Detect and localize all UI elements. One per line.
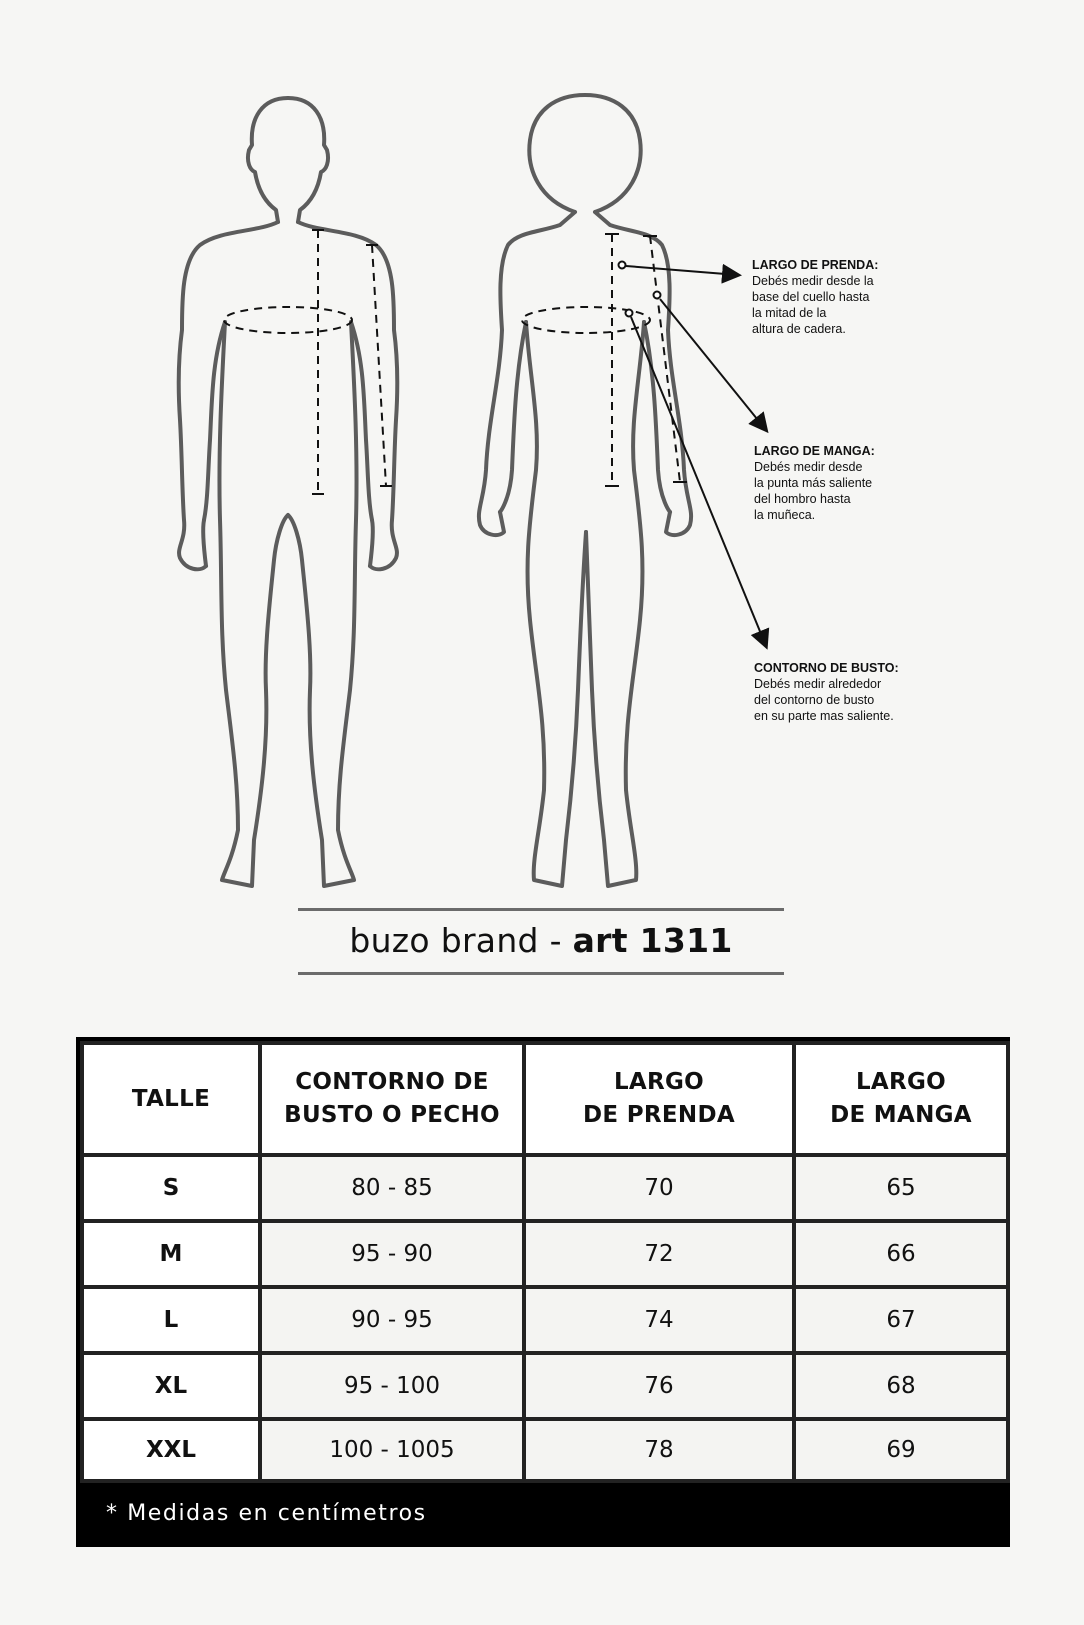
size-cell: S	[82, 1155, 260, 1221]
table-row	[82, 1353, 1008, 1419]
size-table	[76, 1037, 1010, 1547]
annotation-line: del contorno de busto	[754, 693, 875, 707]
largo-prenda-cell: 72	[524, 1221, 794, 1287]
annotation-contorno-busto	[754, 660, 899, 724]
header-label: LARGO	[855, 1069, 947, 1095]
largo-manga-cell: 68	[794, 1353, 1008, 1419]
header-row	[82, 1043, 1008, 1155]
header-label: LARGO	[613, 1069, 705, 1095]
brand-name: buzo brand -	[349, 921, 562, 960]
header-talle	[82, 1043, 260, 1155]
divider-bottom	[298, 972, 784, 975]
annotation-line: Debés medir desde	[754, 460, 863, 474]
annotation-line: la muñeca.	[754, 508, 816, 522]
annotation-line: altura de cadera.	[752, 322, 846, 336]
annotation-largo-manga	[754, 443, 875, 523]
largo-prenda-cell: 70	[524, 1155, 794, 1221]
header-label: CONTORNO DE	[295, 1069, 489, 1095]
largo-manga-cell: 66	[794, 1221, 1008, 1287]
header-label: TALLE	[131, 1085, 211, 1112]
article-number: art 1311	[572, 921, 733, 960]
header-label: BUSTO O PECHO	[284, 1102, 500, 1128]
largo-prenda-cell: 76	[524, 1353, 794, 1419]
header-largo-manga	[794, 1043, 1008, 1155]
size-cell: XL	[82, 1353, 260, 1419]
annotation-title: LARGO DE MANGA:	[754, 444, 875, 458]
table-row	[82, 1155, 1008, 1221]
contorno-cell: 100 - 1005	[260, 1419, 524, 1481]
annotation-line: base del cuello hasta	[752, 290, 870, 304]
male-figure	[179, 98, 398, 886]
contorno-cell: 90 - 95	[260, 1287, 524, 1353]
size-chart-table	[80, 1041, 1010, 1483]
annotation-line: la mitad de la	[752, 306, 827, 320]
annotation-title: CONTORNO DE BUSTO:	[754, 661, 899, 675]
annotation-title: LARGO DE PRENDA:	[752, 258, 879, 272]
largo-prenda-cell: 74	[524, 1287, 794, 1353]
annotation-line: en su parte mas saliente.	[754, 709, 894, 723]
size-cell: M	[82, 1221, 260, 1287]
footnote: * Medidas en centímetros	[106, 1501, 427, 1526]
brand-title	[298, 918, 784, 964]
header-label: DE MANGA	[830, 1102, 972, 1128]
header-label: DE PRENDA	[583, 1102, 735, 1128]
table-row	[82, 1287, 1008, 1353]
annotation-line: Debés medir desde la	[752, 274, 874, 288]
annotation-line: Debés medir alrededor	[754, 677, 882, 691]
largo-manga-cell: 69	[794, 1419, 1008, 1481]
header-largo-prenda	[524, 1043, 794, 1155]
contorno-cell: 95 - 100	[260, 1353, 524, 1419]
divider-top	[298, 908, 784, 911]
largo-manga-cell: 67	[794, 1287, 1008, 1353]
table-row	[82, 1221, 1008, 1287]
contorno-cell: 95 - 90	[260, 1221, 524, 1287]
size-cell: L	[82, 1287, 260, 1353]
contorno-cell: 80 - 85	[260, 1155, 524, 1221]
largo-manga-cell: 65	[794, 1155, 1008, 1221]
size-cell: XXL	[82, 1419, 260, 1481]
table-row	[82, 1419, 1008, 1481]
header-contorno	[260, 1043, 524, 1155]
largo-prenda-cell: 78	[524, 1419, 794, 1481]
annotation-largo-prenda	[752, 257, 878, 337]
female-figure	[479, 95, 691, 886]
annotation-line: la punta más saliente	[754, 476, 873, 490]
annotation-line: del hombro hasta	[754, 492, 851, 506]
